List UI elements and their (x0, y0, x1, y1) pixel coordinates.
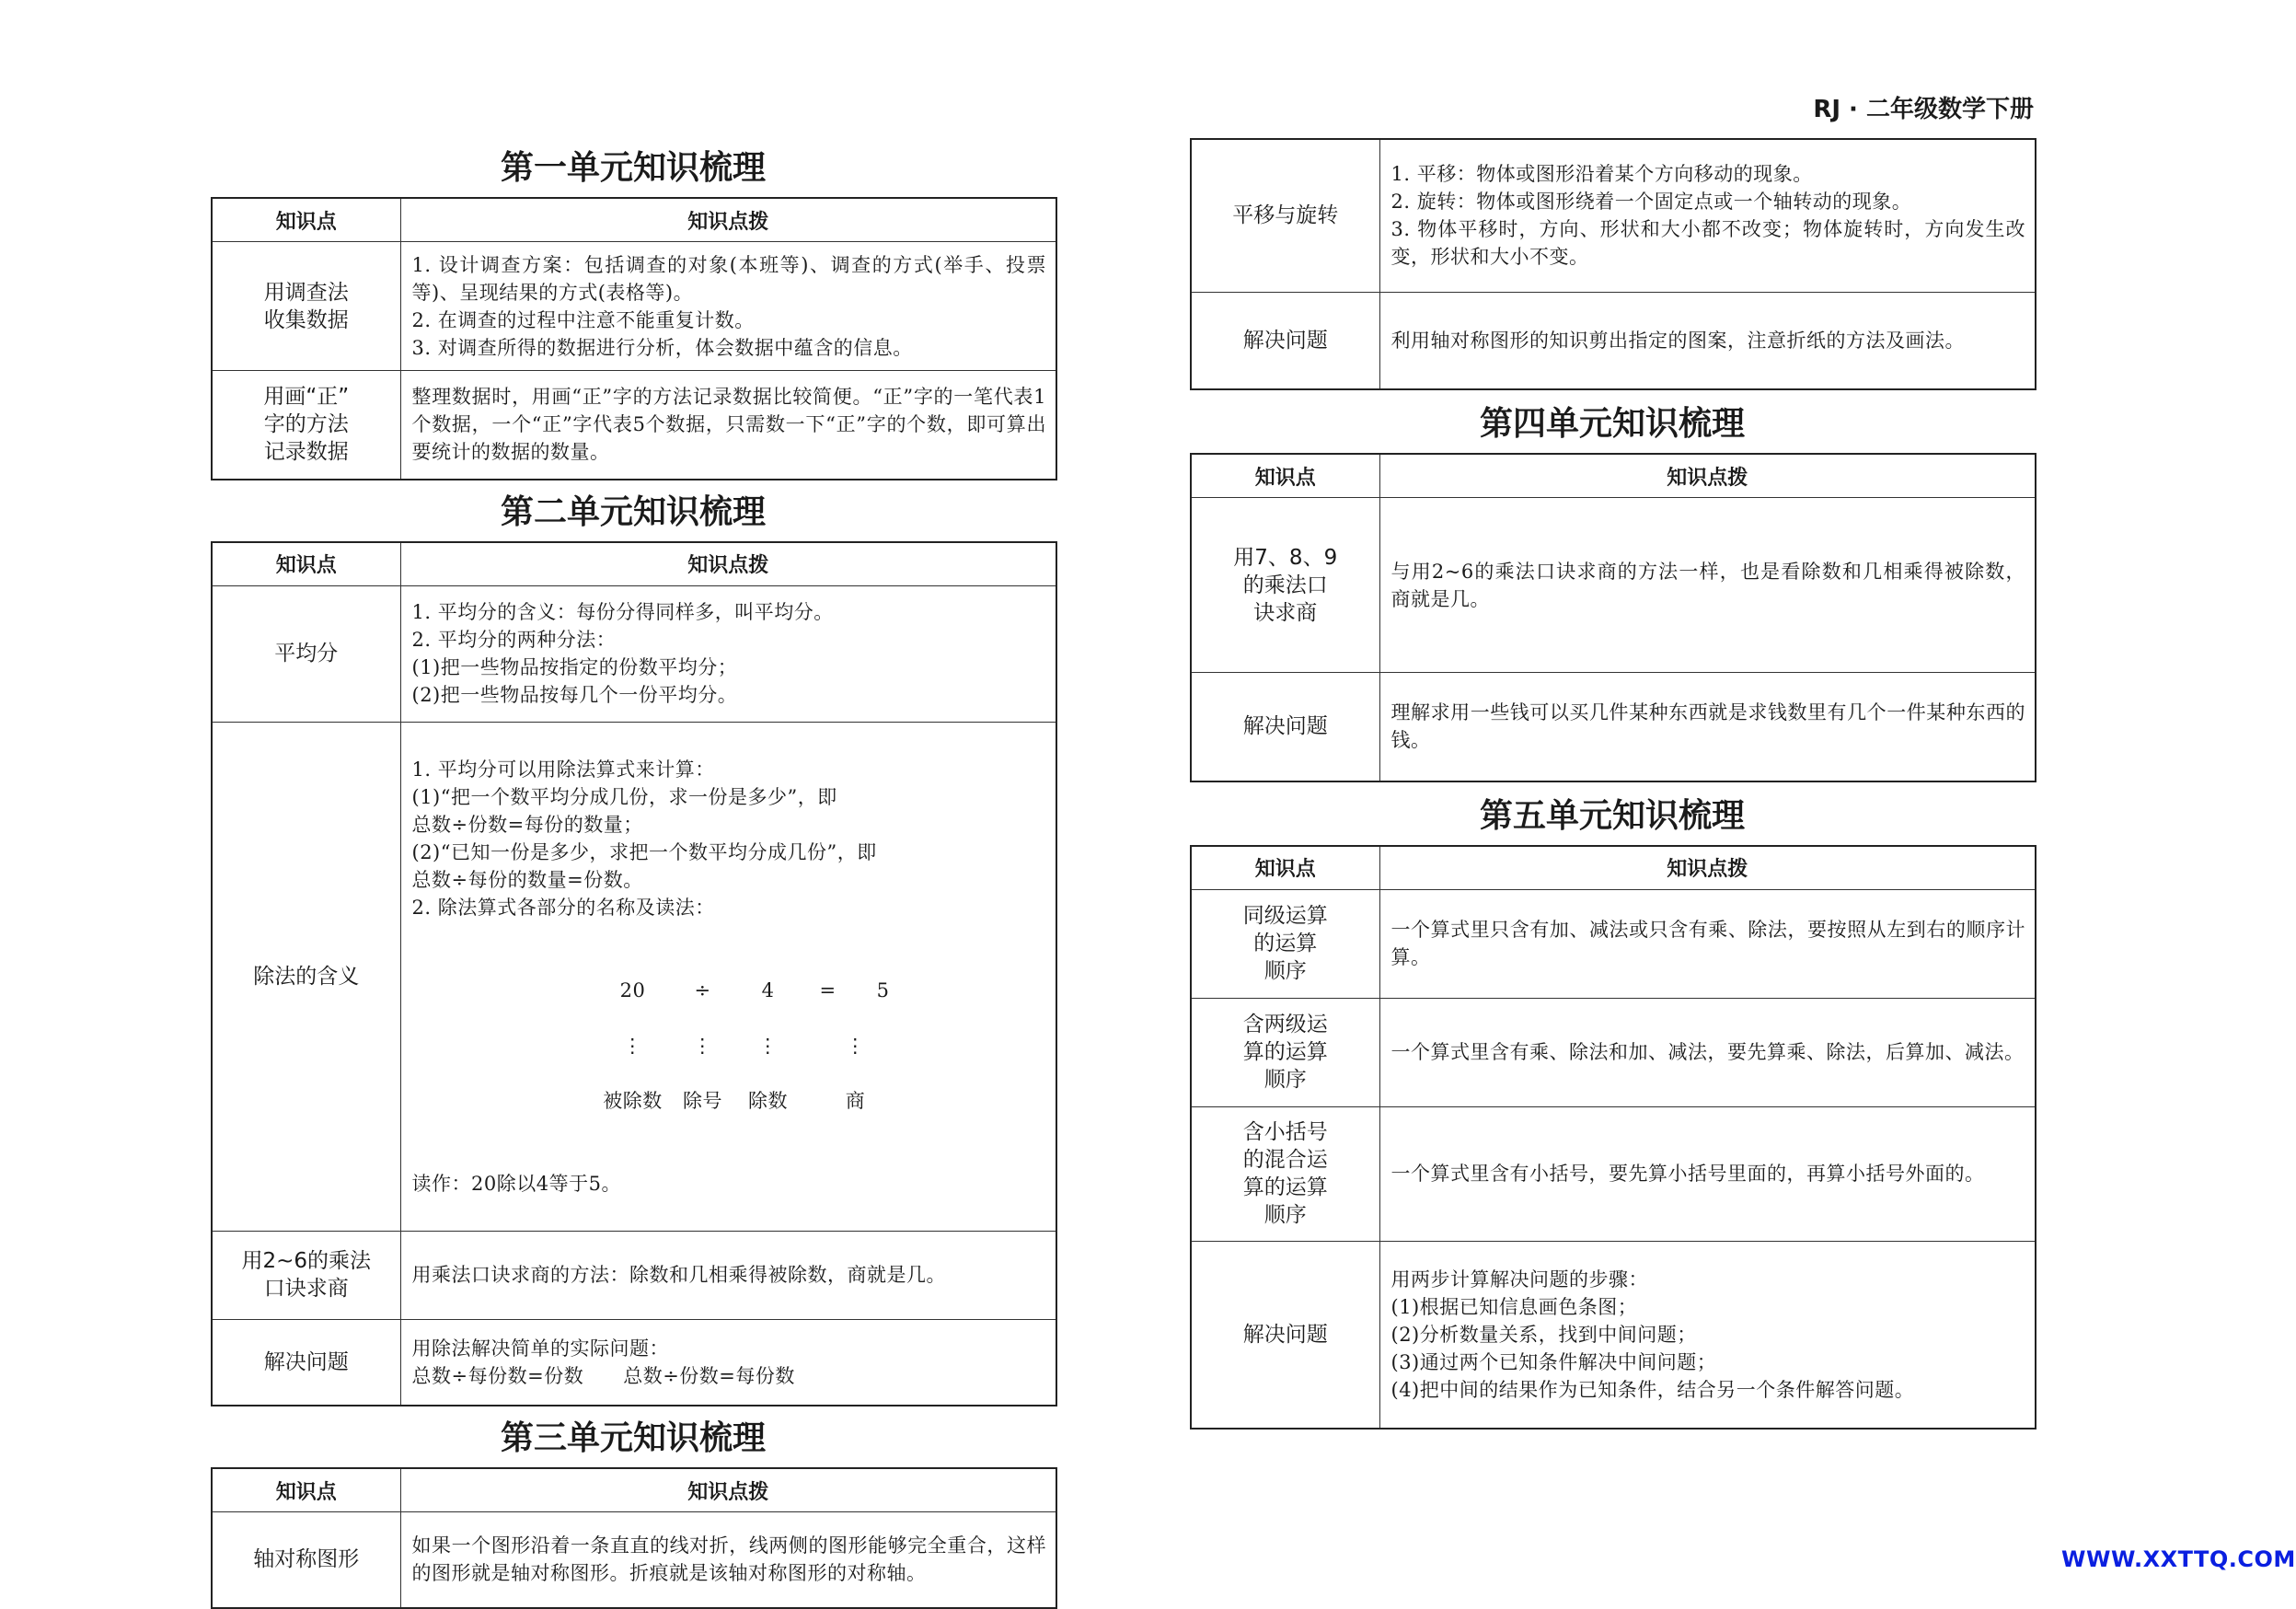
dots-quotient: ⋮ (845, 1034, 866, 1057)
content-cell: 一个算式里含有乘、除法和加、减法，要先算乘、除法，后算加、减法。 (1379, 998, 2036, 1106)
table-row (1191, 889, 2036, 998)
col-header-detail: 知识点拨 (1379, 454, 2036, 498)
name-quotient: 商 (845, 1089, 866, 1112)
unit3-table (211, 1467, 1057, 1609)
unit1-title: 第一单元知识梳理 (500, 148, 766, 187)
division-parts-diagram (412, 949, 1047, 1142)
table-row (1191, 1241, 2036, 1429)
topic-cell: 平移与旋转 (1191, 139, 1379, 292)
site-watermark: WWW.XXTTQ.COM (2061, 1546, 2296, 1572)
content-cell: 一个算式里只含有加、减法或只含有乘、除法，要按照从左到右的顺序计算。 (1379, 889, 2036, 998)
col-header-topic: 知识点 (1191, 846, 1379, 890)
content-cell: 1. 设计调查方案：包括调查的对象(本班等)、调查的方式(举手、投票等)、呈现结果的方式(表格等)。 2. 在调查的过程中注意不能重复计数。 3. 对调查所得的数据进行分析，体会数据中蕴含的信息。 (400, 242, 1056, 371)
col-header-topic: 知识点 (212, 542, 400, 586)
divide-sign: ÷ (694, 978, 711, 1001)
unit5-table (1190, 845, 2036, 1430)
content-cell: 1. 平均分的含义：每份分得同样多，叫平均分。 2. 平均分的两种分法： (1)把一些物品按指定的份数平均分； (2)把一些物品按每几个一份平均分。 (400, 585, 1056, 722)
unit2-table (211, 541, 1057, 1407)
table-row (212, 1231, 1056, 1319)
col-header-detail: 知识点拨 (400, 198, 1056, 242)
topic-cell: 轴对称图形 (212, 1512, 400, 1608)
left-column (211, 138, 1056, 1609)
topic-cell: 解决问题 (1191, 1241, 1379, 1429)
col-header-detail: 知识点拨 (1379, 846, 2036, 890)
content-cell: 与用2~6的乘法口诀求商的方法一样，也是看除数和几相乘得被除数，商就是几。 (1379, 498, 2036, 673)
quotient-value: 5 (876, 978, 890, 1001)
col-header-topic: 知识点 (1191, 454, 1379, 498)
table-row (1191, 498, 2036, 673)
col-header-topic: 知识点 (212, 198, 400, 242)
topic-cell: 含两级运 算的运算 顺序 (1191, 998, 1379, 1106)
content-cell: 整理数据时，用画“正”字的方法记录数据比较简便。“正”字的一笔代表1个数据，一个“正”字代表5个数据，只需数一下“正”字的个数，即可算出要统计的数据的数量。 (400, 371, 1056, 480)
col-header-topic: 知识点 (212, 1468, 400, 1512)
table-row (1191, 673, 2036, 781)
col-header-detail: 知识点拨 (400, 1468, 1056, 1512)
dots-sign: ⋮ (692, 1034, 713, 1057)
topic-cell: 解决问题 (212, 1319, 400, 1406)
content-cell: 用两步计算解决问题的步骤： (1)根据已知信息画色条图； (2)分析数量关系，找到中间问题； (3)通过两个已知条件解决中间问题； (4)把中间的结果作为已知条件，结合另一个条件解答问题。 (1379, 1241, 2036, 1429)
division-reading-text: 读作：20除以4等于5。 (411, 1172, 621, 1195)
unit3-table-continued (1190, 138, 2036, 390)
content-cell: 如果一个图形沿着一条直直的线对折，线两侧的图形能够完全重合，这样的图形就是轴对称图形。折痕就是该轴对称图形的对称轴。 (400, 1512, 1056, 1608)
unit3-title: 第三单元知识梳理 (500, 1418, 766, 1457)
dots-divisor: ⋮ (757, 1034, 779, 1057)
topic-cell: 用画“正” 字的方法 记录数据 (212, 371, 400, 480)
topic-cell: 同级运算 的运算 顺序 (1191, 889, 1379, 998)
content-cell: 利用轴对称图形的知识剪出指定的图案，注意折纸的方法及画法。 (1379, 292, 2036, 389)
table-row (212, 722, 1056, 1231)
content-cell: 1. 平移：物体或图形沿着某个方向移动的现象。 2. 旋转：物体或图形绕着一个固定点或一个轴转动的现象。 3. 物体平移时，方向、形状和大小都不改变；物体旋转时，方向发生改变，形状和大小不变。 (1379, 139, 2036, 292)
name-divisor: 除数 (748, 1089, 788, 1112)
col-header-detail: 知识点拨 (400, 542, 1056, 586)
content-cell: 用除法解决简单的实际问题： 总数÷每份数=份数 总数÷份数=每份数 (400, 1319, 1056, 1406)
unit2-title: 第二单元知识梳理 (500, 492, 766, 531)
table-row (1191, 1106, 2036, 1241)
topic-cell: 除法的含义 (212, 722, 400, 1231)
unit1-table (211, 197, 1057, 480)
equals-sign: = (819, 978, 836, 1001)
content-cell: 一个算式里含有小括号，要先算小括号里面的，再算小括号外面的。 (1379, 1106, 2036, 1241)
right-column (1190, 138, 2035, 1430)
content-cell: 用乘法口诀求商的方法：除数和几相乘得被除数，商就是几。 (400, 1231, 1056, 1319)
table-row (212, 371, 1056, 480)
name-sign: 除号 (683, 1089, 722, 1112)
content-cell: 理解求用一些钱可以买几件某种东西就是求钱数里有几个一件某种东西的钱。 (1379, 673, 2036, 781)
table-row (212, 1319, 1056, 1406)
table-row (212, 585, 1056, 722)
topic-cell: 用调查法 收集数据 (212, 242, 400, 371)
unit4-table (1190, 453, 2036, 782)
name-dividend: 被除数 (603, 1089, 663, 1112)
division-meaning-text: 1. 平均分可以用除法算式来计算： (1)“把一个数平均分成几份，求一份是多少”，即 总数÷份数=每份的数量； (2)“已知一份是多少，求把一个数平均分成几份”，即 总数÷每份的数量=份数。 2. 除法算式各部分的名称及读法： (411, 758, 877, 919)
unit5-title: 第五单元知识梳理 (1479, 795, 1745, 835)
dots-dividend: ⋮ (622, 1034, 643, 1057)
unit4-title: 第四单元知识梳理 (1479, 404, 1745, 443)
topic-cell: 解决问题 (1191, 292, 1379, 389)
topic-cell: 解决问题 (1191, 673, 1379, 781)
dividend-value: 20 (619, 978, 646, 1001)
topic-cell: 用7、8、9 的乘法口 诀求商 (1191, 498, 1379, 673)
table-row (1191, 139, 2036, 292)
topic-cell: 用2~6的乘法 口诀求商 (212, 1231, 400, 1319)
table-row (212, 242, 1056, 371)
topic-cell: 平均分 (212, 585, 400, 722)
table-row (1191, 998, 2036, 1106)
book-header: RJ · 二年级数学下册 (1813, 96, 2034, 123)
divisor-value: 4 (761, 978, 775, 1001)
table-row (212, 1512, 1056, 1608)
topic-cell: 含小括号 的混合运 算的运算 顺序 (1191, 1106, 1379, 1241)
table-row (1191, 292, 2036, 389)
content-cell (400, 722, 1056, 1231)
